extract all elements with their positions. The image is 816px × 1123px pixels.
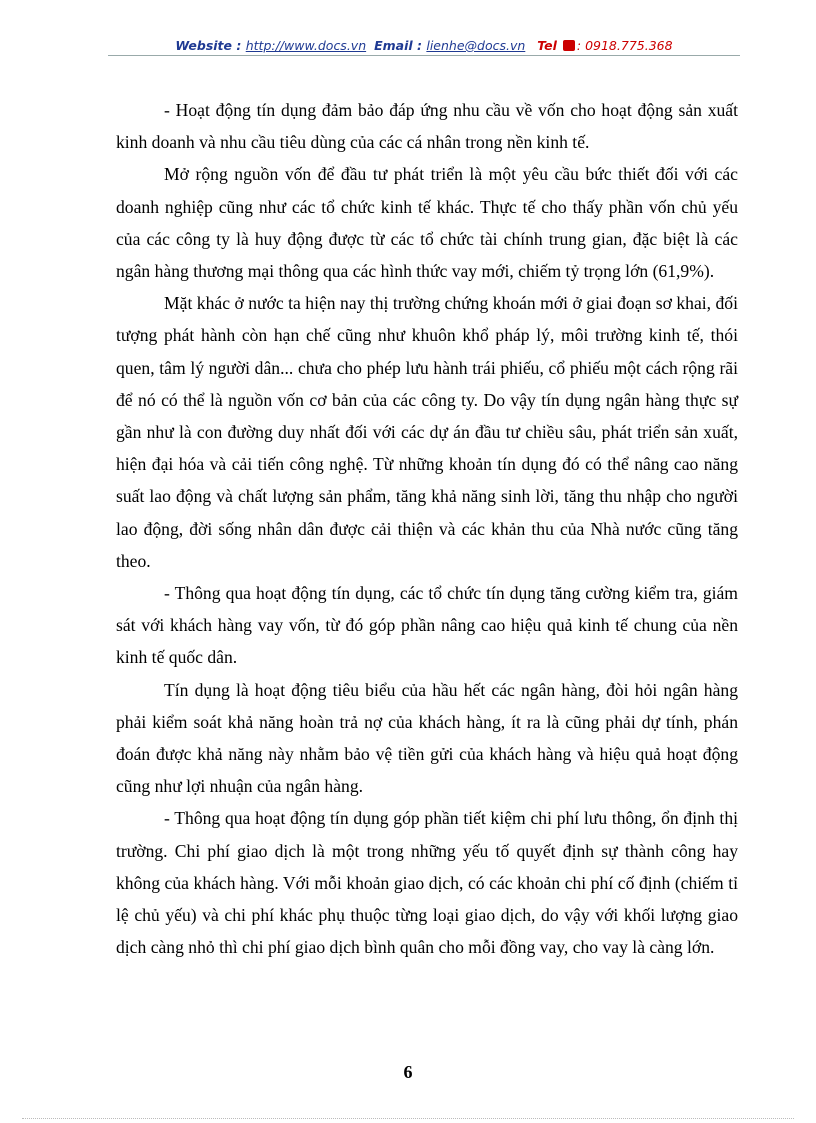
phone-icon: [563, 40, 575, 51]
website-link[interactable]: http://www.docs.vn: [245, 38, 367, 53]
email-label: Email: [374, 38, 413, 53]
page-number: 6: [403, 1062, 413, 1082]
page-header: [108, 36, 740, 56]
page-bottom-border: [22, 1118, 794, 1119]
paragraph: Tín dụng là hoạt động tiêu biểu của hầu hết các ngân hàng, đòi hỏi ngân hàng phải kiểm soát khả năng hoàn trả nợ của khách hàng, ít ra là cũng phải dự tính, phán đoán được khả năng này nhằm bảo vệ tiền gửi của khách hàng và hiệu quả hoạt động cũng như lợi nhuận của ngân hàng.: [116, 679, 738, 797]
email-link[interactable]: lienhe@docs.vn: [426, 38, 526, 53]
document-body: [116, 94, 738, 963]
header-divider: [108, 55, 740, 56]
tel-number: : 0918.775.368: [576, 38, 673, 53]
tel-label: Tel: [537, 38, 557, 53]
paragraph: - Thông qua hoạt động tín dụng, các tổ chức tín dụng tăng cường kiểm tra, giám sát với khách hàng vay vốn, từ đó góp phần nâng cao hiệu quả kinh tế chung của nền kinh tế quốc dân.: [116, 583, 738, 668]
paragraph: - Hoạt động tín dụng đảm bảo đáp ứng nhu cầu về vốn cho hoạt động sản xuất kinh doanh và nhu cầu tiêu dùng của các cá nhân trong nền kinh tế.: [116, 100, 738, 153]
paragraph: - Thông qua hoạt động tín dụng góp phần tiết kiệm chi phí lưu thông, ổn định thị trường. Chi phí giao dịch là một trong những yếu tố quyết định sự thành công hay không của khách hàng. Với mỗi khoản giao dịch, có các khoản chi phí cố định (chiếm tỉ lệ chủ yếu) và chi phí khác phụ thuộc từng loại giao dịch, do vậy với khối lượng giao dịch càng nhỏ thì chi phí giao dịch bình quân cho mỗi đồng vay, cho vay là càng lớn.: [116, 808, 738, 958]
website-label: Website :: [175, 38, 246, 53]
paragraph: Mặt khác ở nước ta hiện nay thị trường chứng khoán mới ở giai đoạn sơ khai, đối tượng phát hành còn hạn chế cũng như khuôn khổ pháp lý, môi trường kinh tế, thói quen, tâm lý người dân... chưa cho phép lưu hành trái phiếu, cổ phiếu một cách rộng rãi để nó có thể là nguồn vốn cơ bản của các công ty. Do vậy tín dụng ngân hàng thực sự gần như là con đường duy nhất đối với các dự án đầu tư chiều sâu, phát triển sản xuất, hiện đại hóa và cải tiến công nghệ. Từ những khoản tín dụng đó có thể nâng cao năng suất lao động và chất lượng sản phẩm, tăng khả năng sinh lời, tăng thu nhập cho người lao động, đời sống nhân dân được cải thiện và các khản thu của Nhà nước cũng tăng theo.: [116, 293, 738, 571]
paragraph: Mở rộng nguồn vốn để đầu tư phát triển là một yêu cầu bức thiết đối với các doanh nghiệp cũng như các tổ chức kinh tế khác. Thực tế cho thấy phần vốn chủ yếu của các công ty là huy động được từ các tổ chức tài chính trung gian, đặc biệt là các ngân hàng thương mại thông qua các hình thức vay mới, chiếm tỷ trọng lớn (61,9%).: [116, 164, 738, 282]
email-separator: :: [412, 38, 427, 53]
